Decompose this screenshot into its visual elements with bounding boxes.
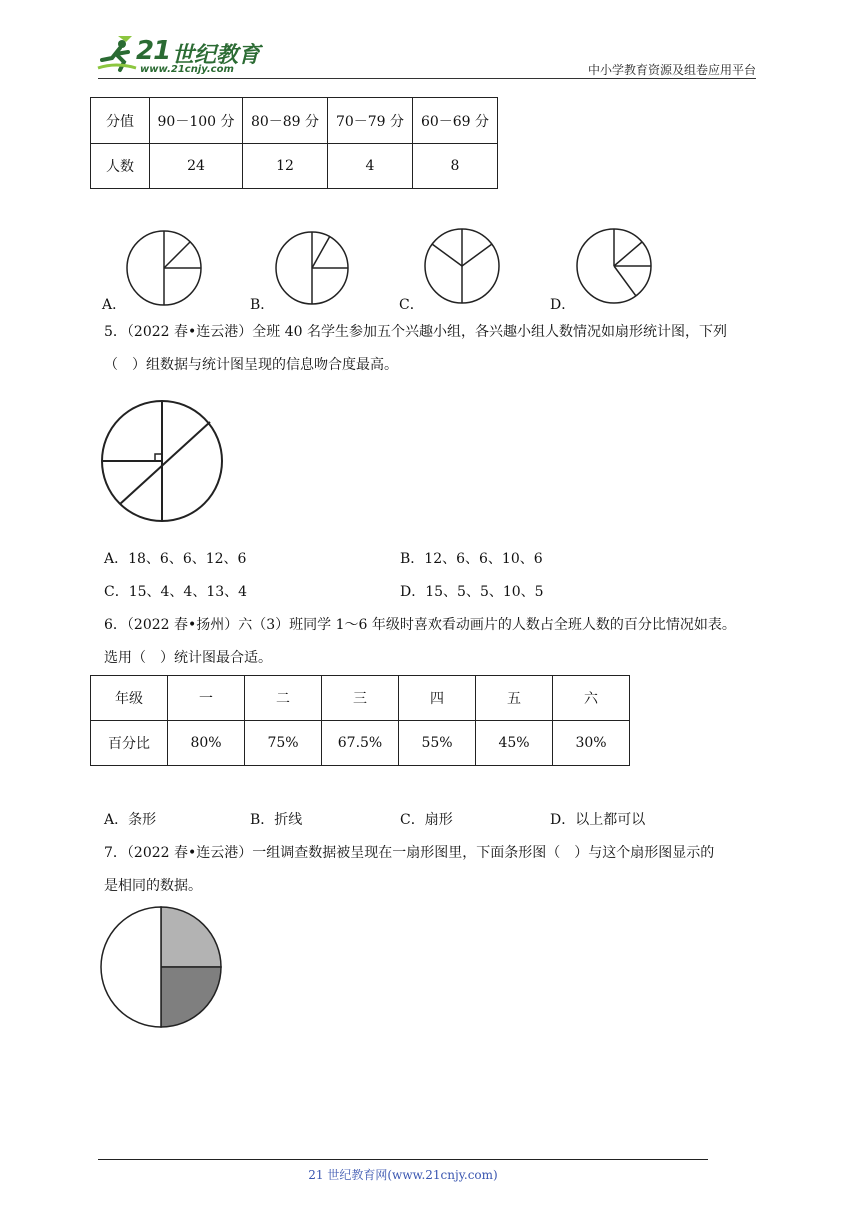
q5-option-c: C．15、4、4、13、4 (104, 584, 248, 600)
q5-option-d: D．15、5、5、10、5 (400, 584, 544, 600)
table-cell: 12 (243, 144, 328, 189)
table-cell: 一 (168, 676, 245, 721)
q7-pie-chart (98, 904, 228, 1030)
runner-logo-icon (96, 34, 140, 74)
table-cell: 75% (245, 721, 322, 766)
logo-url: www.21cnjy.com (140, 64, 234, 75)
table-cell: 二 (245, 676, 322, 721)
q6-option-c: C．扇形 (400, 812, 453, 828)
q7-slice-dark (161, 967, 221, 1027)
q5-text-line1: 5．（2022 春•连云港）全班 40 名学生参加五个兴趣小组，各兴趣小组人数情况如扇形统计图，下列 (104, 324, 727, 340)
pie-option-d (577, 229, 651, 303)
table-cell: 4 (328, 144, 413, 189)
q4-option-c-label: C． (399, 297, 424, 313)
q7-slice-white (101, 907, 161, 1027)
score-table-row-header (91, 98, 498, 144)
table-cell: 55% (399, 721, 476, 766)
q5-text-line2: （ ）组数据与统计图呈现的信息吻合度最高。 (104, 357, 398, 373)
q4-pie-options (0, 220, 860, 320)
table-cell: 六 (553, 676, 630, 721)
pie-option-c (425, 229, 499, 303)
q6-text-line1: 6．（2022 春•扬州）六（3）班同学 1～6 年级时喜欢看动画片的人数占全班人数的百分比情况如表。 (104, 617, 736, 633)
q5-pie-chart (98, 398, 228, 524)
q6-option-b: B．折线 (250, 812, 303, 828)
percent-table-row-grade (91, 676, 630, 721)
table-cell: 人数 (91, 144, 150, 189)
logo-title: 世纪教育 (172, 43, 261, 68)
table-cell: 90－100 分 (150, 98, 243, 144)
table-cell: 24 (150, 144, 243, 189)
q4-option-d-label: D． (550, 297, 576, 313)
header-divider (98, 78, 756, 79)
q6-option-a: A．条形 (104, 812, 157, 828)
table-cell: 70－79 分 (328, 98, 413, 144)
logo-number: 21 (136, 36, 171, 66)
q7-text-line2: 是相同的数据。 (104, 878, 202, 894)
score-table-row-count (91, 144, 498, 189)
q6-text-line2: 选用（ ）统计图最合适。 (104, 650, 272, 666)
pie-option-b (276, 232, 348, 304)
q6-option-d: D．以上都可以 (550, 812, 646, 828)
q4-option-b-label: B． (250, 297, 275, 313)
footer-text: 21 世纪教育网(www.21cnjy.com) (308, 1168, 498, 1182)
q7-slice-light (161, 907, 221, 967)
table-cell: 30% (553, 721, 630, 766)
q5-option-b: B．12、6、6、10、6 (400, 551, 543, 567)
table-cell: 80% (168, 721, 245, 766)
q7-text-line1: 7．（2022 春•连云港）一组调查数据被呈现在一扇形图里，下面条形图（ ）与这个扇形图显示的 (104, 845, 715, 861)
table-cell: 8 (413, 144, 498, 189)
table-cell: 年级 (91, 676, 168, 721)
table-cell: 三 (322, 676, 399, 721)
table-cell: 五 (476, 676, 553, 721)
table-cell: 60－69 分 (413, 98, 498, 144)
table-cell: 67.5% (322, 721, 399, 766)
score-table (90, 97, 498, 189)
percent-table (90, 675, 630, 766)
table-cell: 80－89 分 (243, 98, 328, 144)
table-cell: 百分比 (91, 721, 168, 766)
q4-option-a-label: A． (102, 297, 127, 313)
table-cell: 分值 (91, 98, 150, 144)
q5-option-a: A．18、6、6、12、6 (104, 551, 247, 567)
table-cell: 45% (476, 721, 553, 766)
header-platform-text: 中小学教育资源及组卷应用平台 (587, 63, 756, 77)
pie-option-a (127, 231, 201, 305)
footer-divider (98, 1159, 708, 1160)
table-cell: 四 (399, 676, 476, 721)
percent-table-row-percent (91, 721, 630, 766)
